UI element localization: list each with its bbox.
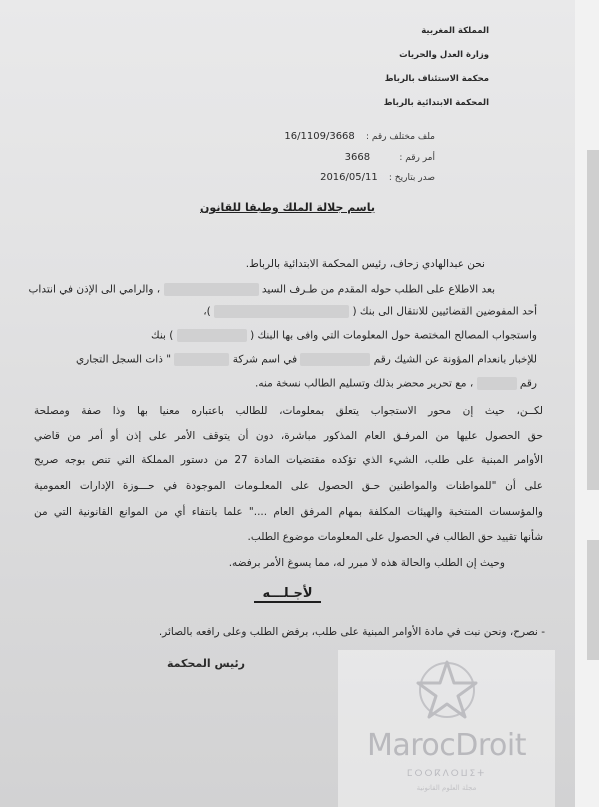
header-kingdom: المملكة المغربية [421,26,489,36]
redaction [300,353,370,366]
order-number-label: أمر رقم : [399,153,435,163]
watermark-tifinagh: ⵎⵔⵔⴽⴷⵔⵡⵉⵜ [406,769,487,779]
paragraph-2-line-5: والمؤسسات المنتخبة والهيئات المكلفة بمهام المرفق العام ...." علما بانتفاء أي من الموانع القانونية التي من [34,506,543,518]
redaction [477,377,517,390]
file-number-label: ملف مختلف رقم : [365,132,435,142]
order-number-row [345,152,435,163]
text-segment: للإخبار بانعدام المؤونة عن الشيك رقم [373,353,537,366]
issue-date-label: صدر بتاريخ : [388,173,435,183]
file-number-row [284,131,435,142]
adjacent-page-edge [575,0,599,807]
paragraph-1-line-5 [255,377,537,390]
redaction [164,283,259,296]
paragraph-1-line-3 [151,329,537,342]
redaction [214,305,349,318]
text-segment: " ذات السجل التجاري [75,353,172,366]
for-these-reasons-heading [0,586,575,601]
file-number-value: 16/1109/3668 [284,131,355,142]
header-appeal-court: محكمة الاستئناف بالرباط [384,74,489,84]
text-segment: ) بنك [151,329,174,342]
marocdroit-watermark [338,650,555,807]
text-segment: أحد المفوضين القضائيين للانتقال الى بنك [359,305,537,318]
redaction [177,329,247,342]
paragraph-2-line-6: شأنها تقييد حق الطالب في الحصول على المعلومات موضوع الطلب. [247,531,543,543]
text-segment: ( [352,305,357,318]
redaction [174,353,229,366]
star-logo-icon [416,656,478,722]
watermark-brand-name: MarocDroit [366,728,527,763]
adjacent-page-strip [587,540,599,660]
text-segment: في اسم شركة [232,353,298,366]
paragraph-2-line-2: حق الحصول عليها من المرفـق العام المذكور مباشرة، دون أن يتوقف الأمر على إذن أو أمر من قاضي [34,430,543,442]
paragraph-3: وحيث إن الطلب والحالة هذه لا مبرر له، مما يسوغ الأمر برفضه. [228,557,505,569]
header-first-instance-court: المحكمة الابتدائية بالرباط [383,98,489,108]
issue-date-row [320,172,435,183]
text-segment: )، [203,305,211,318]
paragraph-2-line-1: لكــن، حيث إن محور الاستجواب يتعلق بمعلومات، للطالب باعتباره معنيا بها وذا صفة ومصلحة [34,405,543,417]
text-segment: رقم [519,377,537,390]
issue-date-value: 2016/05/11 [320,172,378,183]
text-segment: بعد الاطلاع على الطلب حوله المقدم من طـرف السيد [261,283,495,296]
heading-text: لأجـلـــه [254,586,320,603]
header-ministry: وزارة العدل والحريات [399,50,489,60]
intro-line: نحن عبدالهادي زحاف، رئيس المحكمة الابتدائية بالرباط. [245,258,485,270]
text-segment: واستجواب المصالح المختصة حول المعلومات التي وافى بها البنك [257,329,537,342]
paragraph-2-line-4: على أن "للمواطنات والمواطنين حـق الحصول على المعلـومات الموجودة في حـــوزة الإدارات العمومية [34,480,543,492]
court-president-signature: رئيس المحكمة [167,657,245,670]
adjacent-page-strip [587,150,599,490]
paragraph-2-line-3: الأوامر المبنية على طلب، الشيء الذي تؤكده مقتضيات المادة 27 من دستور المملكة التي تنص بوجه صريح [34,454,543,466]
text-segment: ، والرامي الى الإذن في انتداب [28,283,161,296]
paragraph-1-line-4 [76,353,537,366]
decision-line: - نصرح، ونحن نبت في مادة الأوامر المبنية على طلب، برفض الطلب وعلى رافعه بالصائر. [158,626,545,638]
paragraph-1-line-2 [203,305,537,318]
text-segment: ، مع تحرير محضر بذلك وتسليم الطالب نسخة منه. [255,377,474,390]
text-segment: ( [250,329,255,342]
document-title: باسم جلالة الملك وطبقا للقانون [200,201,375,214]
order-number-value: 3668 [344,152,371,163]
watermark-subtitle: مجلة العلوم القانونية [416,784,477,792]
paragraph-1-line-1 [29,283,495,296]
